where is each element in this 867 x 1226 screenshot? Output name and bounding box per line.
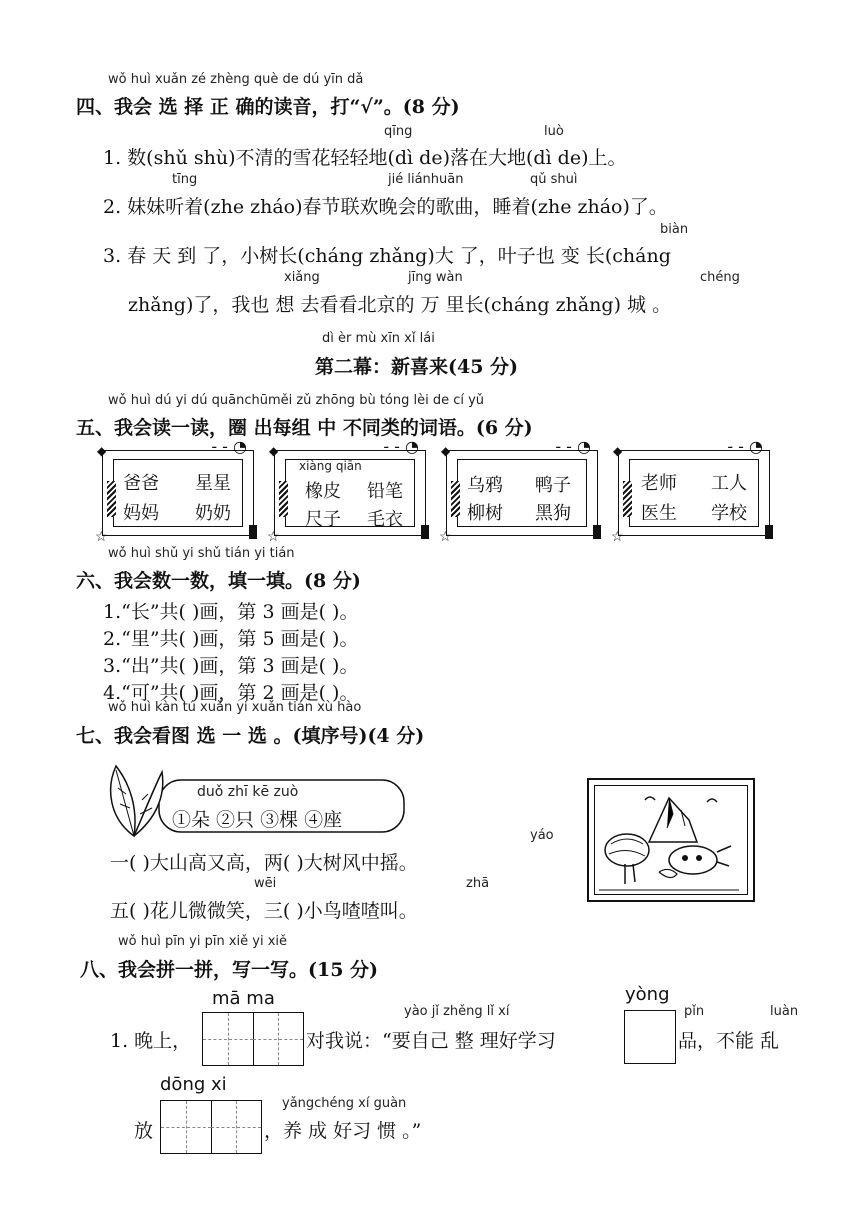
line1-pinyin-yao: yáo (530, 828, 554, 843)
star-icon: ☆ (95, 529, 108, 545)
section5-pinyin: wǒ huì dú yi dú quānchūměi zǔ zhōng bù tóng lèi de cí yǔ (108, 393, 485, 408)
q3-pinyin-bian: biàn (660, 222, 689, 237)
diamond-icon: ◆ (441, 444, 451, 458)
pinyin-luan: luàn (770, 1004, 799, 1019)
stroke-item-1[interactable]: 1.“长”共( )画，第 3 画是( )。 (103, 601, 359, 623)
word-group-1 (95, 437, 254, 545)
q2-pinyin-ting: tīng (172, 172, 198, 187)
scene-picture (587, 778, 755, 902)
q2-pinyin-jie: jié liánhuān (388, 172, 464, 187)
diamond-icon: ◆ (97, 444, 107, 458)
pinyin-yong: yòng (625, 984, 670, 1005)
act2-title: 第二幕：新喜来(45 分) (315, 356, 519, 378)
line2-pinyin-zha: zhā (466, 876, 490, 891)
q2-pinyin-qu: qǔ shuì (530, 172, 578, 187)
mountain-tree-bird-illustration (589, 780, 753, 900)
curl-decoration-icon: - - ◔ (555, 437, 591, 456)
q8-1-middle: 对我说：“要自己 整 理好学习 (306, 1030, 556, 1052)
stroke-item-4[interactable]: 4.“可”共( )画，第 2 画是( )。 (103, 682, 359, 704)
word[interactable]: 黑狗 (535, 503, 571, 524)
section8-pinyin: wǒ huì pīn yi pīn xiě yi xiě (118, 934, 288, 949)
word-group-3 (439, 437, 598, 545)
pinyin-mama: mā ma (212, 988, 275, 1009)
options-pinyin: duǒ zhī kē zuò (197, 784, 299, 800)
q8-1-ending: ，养 成 好习 惯 。” (264, 1120, 422, 1142)
q8-1-prefix: 1. 晚上， (110, 1030, 192, 1052)
section7-pinyin: wǒ huì kàn tú xuǎn yi xuǎn tián xù hào (108, 700, 362, 715)
word[interactable]: 医生 (641, 503, 677, 524)
pinyin-yangcheng-xiguan: yǎngchéng xí guàn (282, 1096, 407, 1111)
word[interactable]: 妈妈 (123, 503, 159, 524)
pinyin-pin: pǐn (684, 1004, 705, 1019)
word[interactable]: 奶奶 (195, 503, 231, 524)
leaf-icon (111, 766, 163, 836)
diamond-icon: ◆ (269, 444, 279, 458)
word[interactable]: 铅笔 (367, 481, 403, 502)
line2-pinyin-wei: wēi (254, 876, 277, 891)
question-4-3b: zhǎng)了，我也 想 去看看北京的 万 里长(cháng zhǎng) 城 。 (128, 294, 672, 316)
word[interactable]: 老师 (641, 473, 677, 494)
act2-pinyin: dì èr mù xīn xǐ lái (322, 331, 435, 346)
word[interactable]: 乌鸦 (467, 475, 503, 496)
question-4-2: 2. 妹妹听着(zhe zháo)春节联欢晚会的歌曲，睡着(zhe zháo)了。 (103, 196, 668, 218)
q3-pinyin-cheng: chéng (700, 270, 740, 285)
curl-decoration-icon: - - ◔ (727, 437, 763, 456)
star-icon: ☆ (611, 529, 624, 545)
q1-pinyin-luo: luò (544, 124, 564, 139)
writing-grid-yong[interactable] (624, 1010, 676, 1064)
word[interactable]: 学校 (711, 503, 747, 524)
word[interactable]: 柳树 (467, 503, 503, 524)
word[interactable]: 毛衣 (367, 509, 403, 530)
word[interactable]: 星星 (195, 473, 231, 494)
diamond-icon: ◆ (613, 444, 623, 458)
fill-line-2[interactable]: 五( )花儿微微笑，三( )小鸟喳喳叫。 (110, 900, 418, 922)
word-pinyin: xiàng qiān (299, 459, 362, 473)
section8-title: 八、我会拼一拼，写一写。(15 分) (80, 959, 379, 981)
word[interactable]: 橡皮 (305, 481, 341, 502)
section6-title: 六、我会数一数，填一填。(8 分) (76, 570, 361, 592)
question-4-3a: 3. 春 天 到 了，小树长(cháng zhǎng)大 了，叶子也 变 长(cháng (103, 245, 671, 267)
word-group-2 (267, 437, 426, 545)
pinyin-yao-ji-zheng-li-xi: yào jǐ zhěng lǐ xí (404, 1004, 510, 1019)
q8-1-fang: 放 (134, 1120, 154, 1142)
q3-pinyin-xiang: xiǎng (284, 270, 320, 285)
section4-pinyin: wǒ huì xuǎn zé zhèng què de dú yīn dǎ (108, 72, 364, 87)
word[interactable]: 工人 (711, 473, 747, 494)
pinyin-dongxi: dōng xi (160, 1074, 227, 1095)
section6-pinyin: wǒ huì shǔ yi shǔ tián yi tián (108, 546, 295, 561)
word[interactable]: 爸爸 (123, 473, 159, 494)
fill-line-1[interactable]: 一( )大山高又高，两( )大树风中摇。 (110, 852, 418, 874)
q1-pinyin-qing: qīng (384, 124, 413, 139)
word[interactable]: 尺子 (305, 509, 341, 530)
star-icon: ☆ (267, 529, 280, 545)
word[interactable]: 鸭子 (535, 475, 571, 496)
stroke-item-3[interactable]: 3.“出”共( )画，第 3 画是( )。 (103, 655, 359, 677)
question-4-1: 1. 数(shǔ shù)不清的雪花轻轻地(dì de)落在大地(dì de)上。 (103, 147, 627, 169)
q3-pinyin-jing: jīng wàn (408, 270, 463, 285)
stroke-item-2[interactable]: 2.“里”共( )画，第 5 画是( )。 (103, 628, 359, 650)
star-icon: ☆ (439, 529, 452, 545)
measure-word-options: ①朵 ②只 ③棵 ④座 (172, 809, 343, 831)
q8-1-suffix: 品，不能 乱 (678, 1030, 780, 1052)
writing-grid-mama[interactable] (202, 1012, 304, 1066)
word-group-4 (611, 437, 770, 545)
curl-decoration-icon: - - ◔ (383, 437, 419, 456)
curl-decoration-icon: - - ◔ (211, 437, 247, 456)
writing-grid-dongxi[interactable] (160, 1100, 262, 1154)
section4-title: 四、我会 选 择 正 确的读音，打“√”。(8 分) (76, 96, 460, 118)
section7-title: 七、我会看图 选 一 选 。(填序号)(4 分) (76, 725, 425, 747)
section5-title: 五、我会读一读，圈 出每组 中 不同类的词语。(6 分) (76, 417, 533, 439)
